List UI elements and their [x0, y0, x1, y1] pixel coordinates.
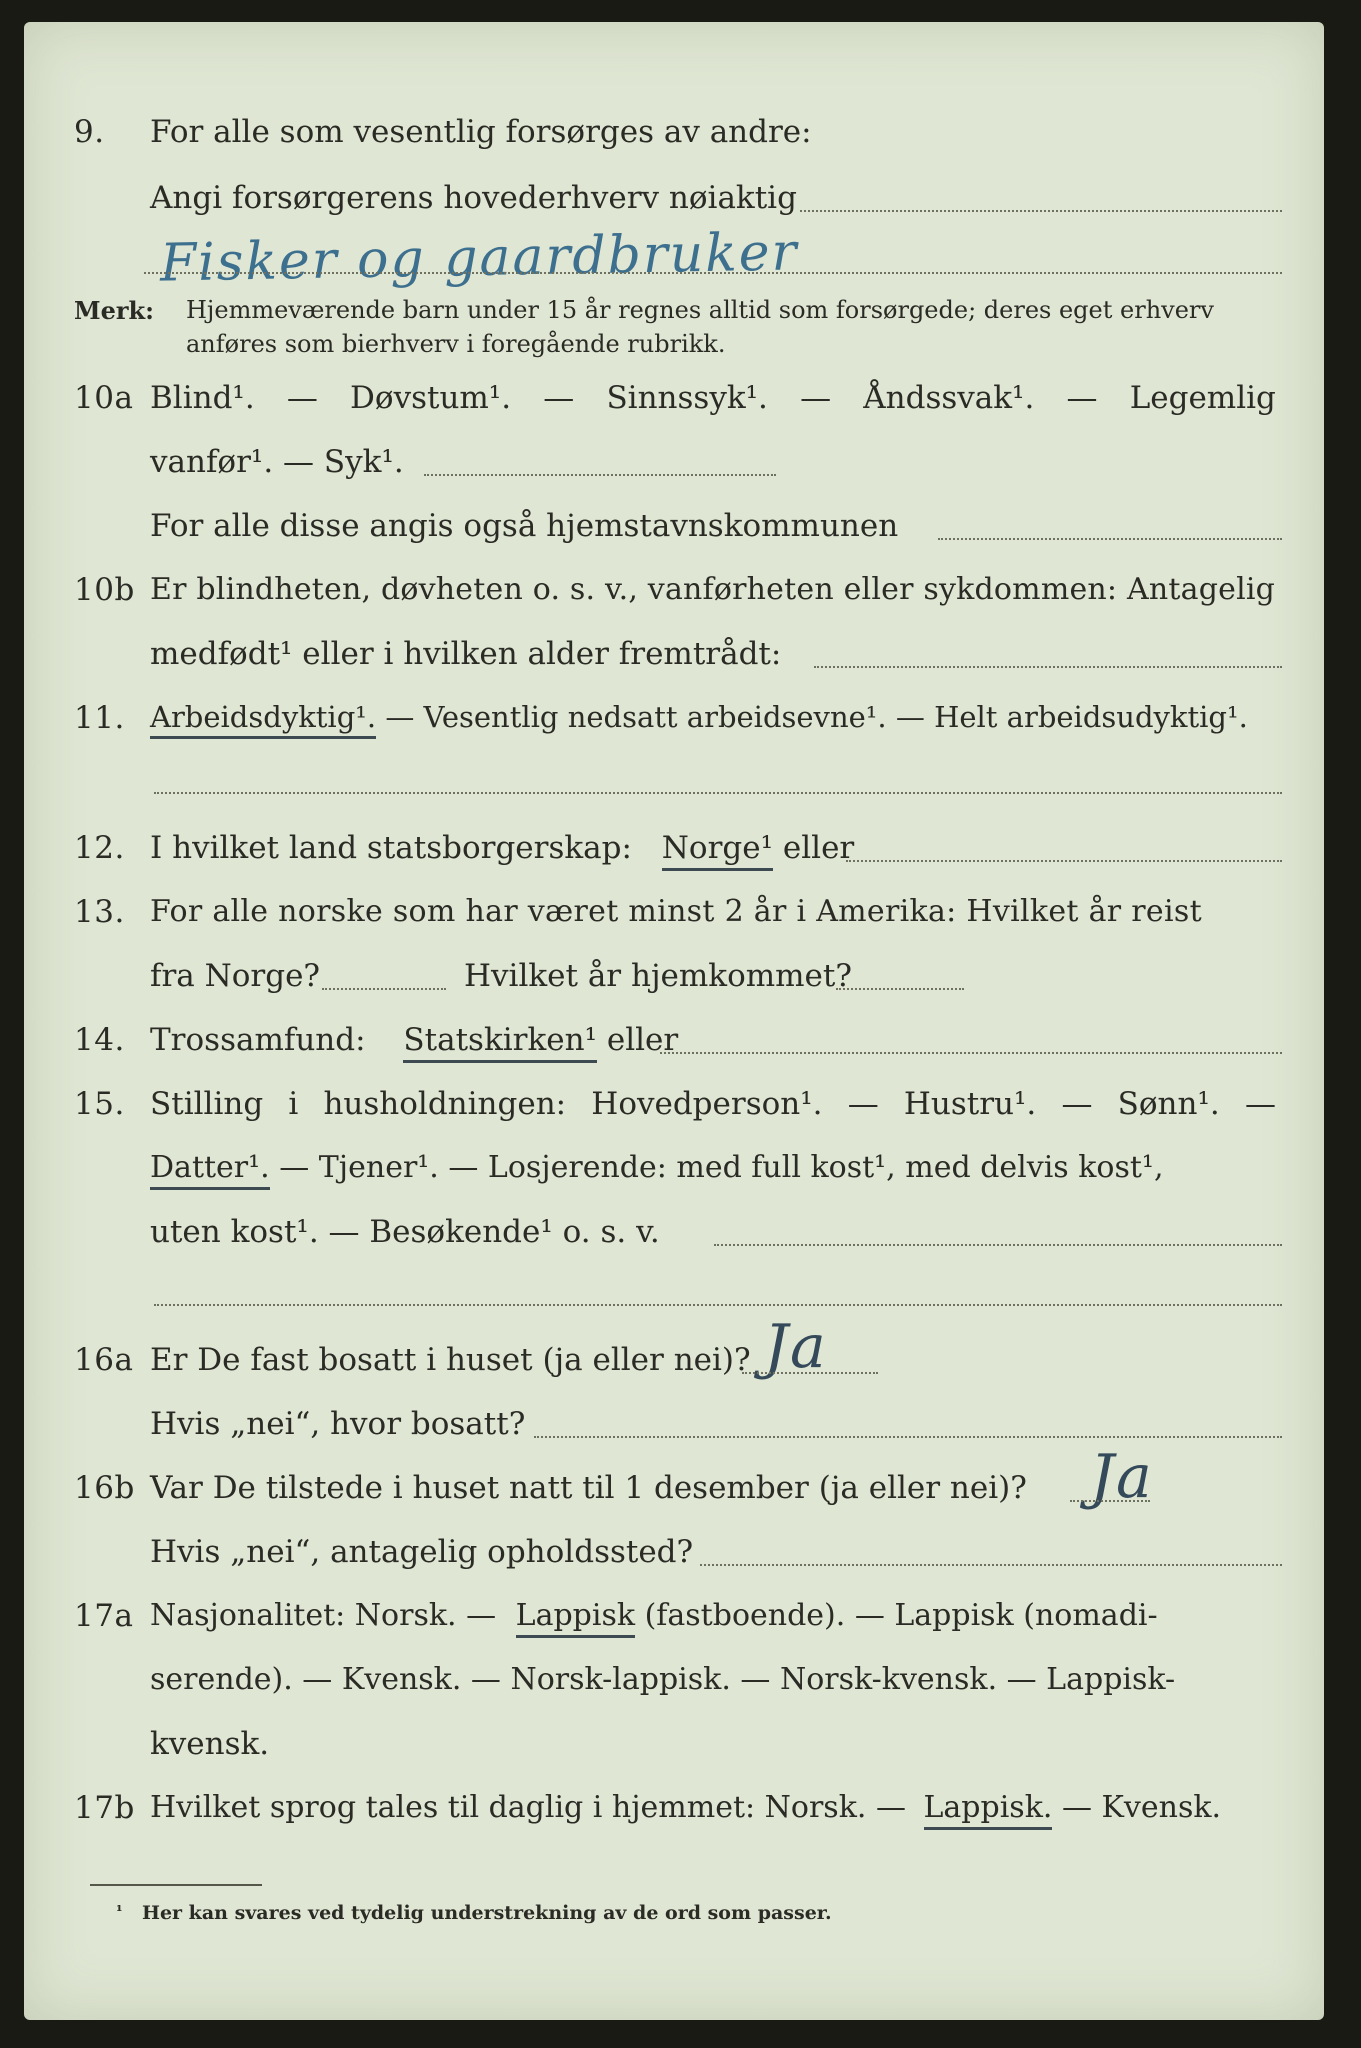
q17b-underlined-option: Lappisk. [924, 1790, 1053, 1830]
q9-line2: Angi forsørgerens hovederhverv nøiaktig [150, 180, 797, 216]
q16a-fill-line [742, 1372, 878, 1374]
q16b-fill-line [1070, 1500, 1150, 1502]
q17b-pre: Hvilket sprog tales til daglig i hjemmet: Norsk. — [150, 1790, 906, 1825]
q17a-number: 17a [74, 1598, 134, 1634]
q12-line [150, 830, 854, 866]
q15-line2 [150, 1150, 1163, 1185]
q10a-word: Legemlig [1129, 380, 1276, 416]
q15-line2-rest: — Tjener¹. — Losjerende: med full kost¹, med delvis kost¹, [279, 1150, 1164, 1185]
q11-number: 11. [74, 700, 125, 736]
q10a-word: — [286, 380, 318, 416]
q10a-word: Sinnssyk¹. [606, 380, 768, 416]
q10a-word: — [1066, 380, 1098, 416]
q15-line1 [150, 1086, 1276, 1122]
q15-word: Hustru¹. [903, 1086, 1037, 1122]
q14-eller: eller [606, 1022, 679, 1058]
q15-word: — [1061, 1086, 1093, 1122]
q15-word: husholdningen: [323, 1086, 567, 1122]
q15-extra-fill-line [154, 1304, 1282, 1306]
q10a-kommune-fill-line [938, 538, 1282, 540]
footnote-mark: ¹ [116, 1902, 123, 1920]
q14-fill-line [660, 1052, 1282, 1054]
q17b-line [150, 1790, 1221, 1825]
q17a-post: (fastboende). — Lappisk (nomadi- [644, 1598, 1158, 1633]
q16b-opholdssted-fill-line [700, 1564, 1282, 1566]
q9-number: 9. [74, 114, 105, 150]
q15-underlined-option: Datter¹. [150, 1150, 270, 1190]
q10a-word: Åndssvak¹. [863, 380, 1035, 416]
q9-handwritten-answer[interactable]: Fisker og gaardbruker [159, 222, 799, 294]
q10a-word: — [800, 380, 832, 416]
q10a-line2: vanfør¹. — Syk¹. [150, 444, 404, 480]
q12-eller: eller [782, 830, 855, 866]
q15-word: i [288, 1086, 299, 1122]
census-form-page [24, 22, 1324, 2020]
q16a-number: 16a [74, 1342, 134, 1378]
q14-line [150, 1022, 678, 1058]
q10a-line3: For alle disse angis også hjemstavnskommunen [150, 508, 899, 544]
q15-number: 15. [74, 1086, 125, 1122]
q17b-number: 17b [74, 1790, 135, 1826]
q16b-number: 16b [74, 1470, 135, 1506]
merk-line2: anføres som bierhverv i foregående rubrikk. [186, 330, 726, 358]
q15-word: — [847, 1086, 879, 1122]
q15-word: — [1244, 1086, 1276, 1122]
q13-hjemkommet-fill-line [836, 988, 964, 990]
q9-fill-line [800, 210, 1282, 212]
q17a-line3: kvensk. [150, 1726, 270, 1762]
q13-line1: For alle norske som har været minst 2 år i Amerika: Hvilket år reist [150, 894, 1202, 929]
q12-number: 12. [74, 830, 125, 866]
q10b-line2: medfødt¹ eller i hvilken alder fremtrådt: [150, 636, 782, 672]
q9-line1: For alle som vesentlig forsørges av andre: [150, 114, 812, 150]
q16a-handwritten-answer[interactable]: Ja [764, 1312, 828, 1382]
q16b-line1: Var De tilstede i huset natt til 1 desember (ja eller nei)? [150, 1470, 1027, 1506]
q11-line [150, 700, 1248, 734]
merk-line1: Hjemmeværende barn under 15 år regnes alltid som forsørgede; deres eget erhverv [186, 296, 1214, 324]
q10b-fill-line [814, 666, 1282, 668]
q10a-word: Døvstum¹. [350, 380, 512, 416]
q12-question: I hvilket land statsborgerskap: [150, 830, 632, 866]
q17a-line1 [150, 1598, 1158, 1633]
merk-label: Merk: [74, 296, 154, 325]
q16a-line2: Hvis „nei“, hvor bosatt? [150, 1406, 526, 1442]
q17a-underlined-option: Lappisk [516, 1598, 635, 1638]
q16b-handwritten-answer[interactable]: Ja [1090, 1442, 1154, 1512]
q15-line3: uten kost¹. — Besøkende¹ o. s. v. [150, 1214, 660, 1250]
q17a-pre: Nasjonalitet: Norsk. — [150, 1598, 497, 1633]
footnote-text: Her kan svares ved tydelig understrekning av de ord som passer. [142, 1902, 832, 1924]
q12-underlined-option: Norge¹ [662, 830, 773, 871]
q16a-line1: Er De fast bosatt i huset (ja eller nei)? [150, 1342, 751, 1378]
q16b-line2: Hvis „nei“, antagelig opholdssted? [150, 1534, 694, 1570]
q14-label: Trossamfund: [150, 1022, 366, 1058]
q11-fill-line [154, 792, 1282, 794]
q14-number: 14. [74, 1022, 125, 1058]
q10a-line1 [150, 380, 1276, 416]
q11-rest: — Vesentlig nedsatt arbeidsevne¹. — Helt arbeidsudyktig¹. [385, 700, 1248, 734]
q9-answer-line [144, 272, 1282, 274]
q14-underlined-option: Statskirken¹ [403, 1022, 597, 1063]
q10a-syk-fill-line [424, 474, 776, 476]
q15-word: Hovedperson¹. [591, 1086, 823, 1122]
q13-number: 13. [74, 894, 125, 930]
q15-word: Sønn¹. [1117, 1086, 1220, 1122]
q13-line2a: fra Norge? [150, 958, 321, 994]
q12-fill-line [846, 860, 1282, 862]
q17b-post: — Kvensk. [1061, 1790, 1222, 1825]
q13-reist-fill-line [322, 988, 446, 990]
footnote-divider [90, 1884, 262, 1886]
q10a-number: 10a [74, 380, 134, 416]
q10b-line1: Er blindheten, døvheten o. s. v., vanførheten eller sykdommen: Antagelig [150, 572, 1276, 607]
q15-fill-line [714, 1244, 1282, 1246]
q17a-line2: serende). — Kvensk. — Norsk-lappisk. — Norsk-kvensk. — Lappisk- [150, 1662, 1176, 1697]
q11-underlined-option: Arbeidsdyktig¹. [150, 700, 376, 739]
q10b-number: 10b [74, 572, 135, 608]
q13-line2b: Hvilket år hjemkommet? [464, 958, 852, 994]
q10a-word: — [543, 380, 575, 416]
q15-word: Stilling [150, 1086, 264, 1122]
q16a-bosatt-fill-line [534, 1436, 1282, 1438]
q10a-word: Blind¹. [150, 380, 255, 416]
